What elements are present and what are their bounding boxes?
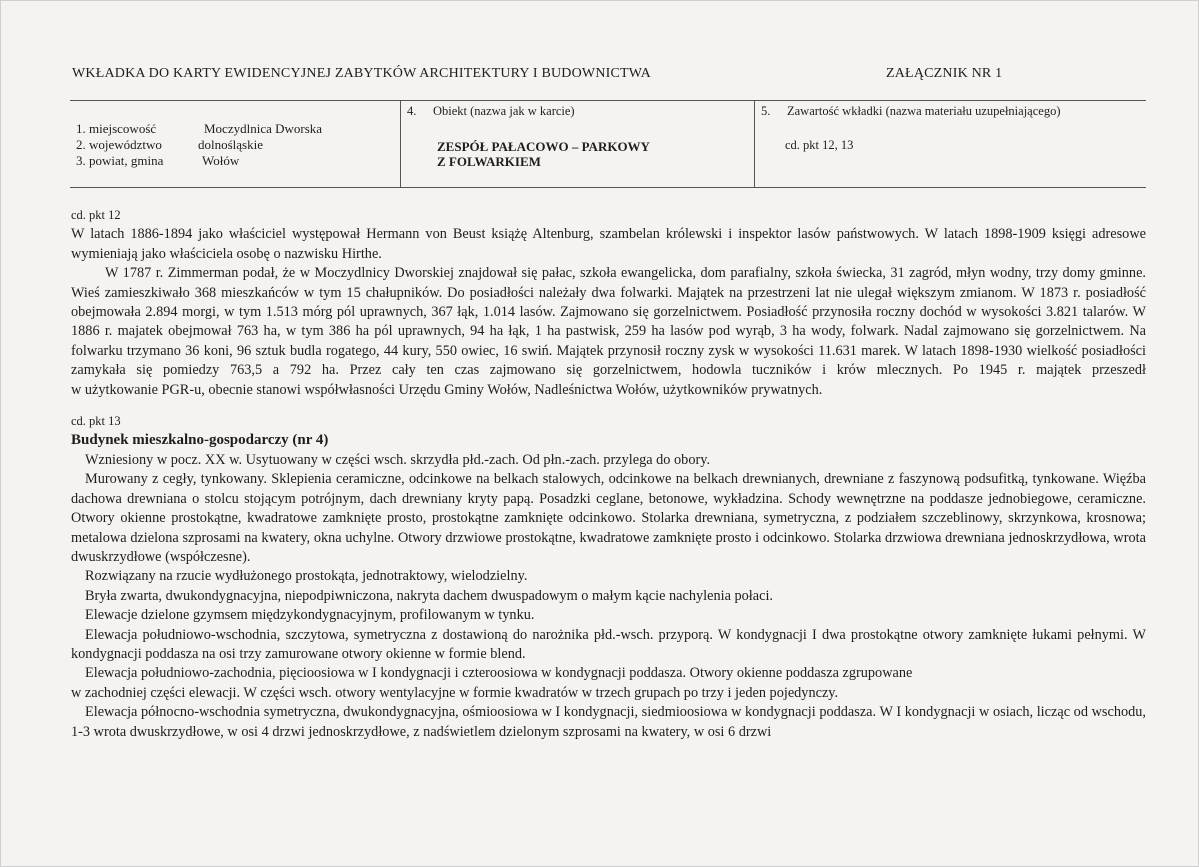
- contents-cell: [754, 101, 1147, 187]
- section12-ref: cd. pkt 12: [71, 208, 121, 222]
- contents-header: [761, 104, 1060, 119]
- contents-number: 5.: [761, 104, 771, 118]
- county-value: Wołów: [202, 153, 240, 168]
- county-label: 3. powiat, gmina: [76, 153, 164, 168]
- section12-paragraph: W 1787 r. Zimmerman podał, że w Moczydlnicy Dworskiej znajdował się pałac, szkoła ewangelicka, dom parafialny, szkoła świecka, 31 zagród, młyn wodny, trzy domy gminne. Wieś zamieszkiwało 368 mieszkańców w tym 15 chałupników. Do posiadłości należały dwa folwarki. Majątek na przestrzeni lat nie ulegał większym zmianom. W 1873 r. posiadłość obejmowała 2.894 morgi, w tym 1.513 mórg pól uprawnych, 367 łąk, 1.014 lasów. Zajmowano się gorzelnictwem. Posiadłość przynosiła roczny dochód w wysokości 3.821 talarów. W 1886 r. majatek obejmował 763 ha, w tym 386 ha pól uprawnych, 94 ha łąk, 1 ha pastwisk, 259 ha lasów pod wyrąb, 3 ha wody, folwark. Nadal zajmowano się gorzelnictwem. Na folwarku trzymano 36 koni, 96 sztuk budla rogatego, 44 kury, 550 owiec, 16 swiń. Majątek przynosił roczny zysk w wysokości 11.631 marek. W latach 1898-1930 wielkość posiadłości zamykała się pomiedzy 763,5 a 792 ha. Przez cały ten czas zajmowano się gorzelnictwem, hodowla tuczników i krów mlecznych. Po 1945 r. majątek przeszedł: [71, 265, 1146, 379]
- voivodeship-value: dolnośląskie: [198, 137, 263, 152]
- record-card-table: [70, 100, 1146, 188]
- voivodeship-label: 2. województwo: [76, 137, 162, 152]
- section13-paragraph: Elewacja południowo-zachodnia, pięcioosiowa w I kondygnacji i czteroosiowa w kondygnacji poddasza. Otwory okienne poddasza zgrupowane: [85, 665, 913, 682]
- object-label: Obiekt (nazwa jak w karcie): [433, 104, 575, 118]
- section12-paragraph: w użytkowanie PGR-u, obecnie stanowi współwłasności Urzędu Gminy Wołów, Nadleśnictwa Wołów, użytkowników prywatnych.: [71, 381, 823, 398]
- annex-label: ZAŁĄCZNIK NR 1: [886, 66, 1003, 81]
- document-title: WKŁADKA DO KARTY EWIDENCYJNEJ ZABYTKÓW ARCHITEKTURY I BUDOWNICTWA: [72, 66, 651, 81]
- location-row-locality: [76, 121, 322, 137]
- section13-ref: cd. pkt 13: [71, 414, 121, 429]
- location-row-county: [76, 153, 239, 169]
- object-number: 4.: [407, 104, 417, 118]
- section-spacer: [71, 400, 1146, 412]
- section13-paragraph: Elewacja północno-wschodnia symetryczna, dwukondygnacyjna, ośmioosiowa w I kondygnacji, siedmioosiowa w kondygnacji poddasza. W I kondygnacji w osiach, licząc od wschodu, 1-3 wrota dwuskrzydłowe, w osi 4 drzwi jednoskrzydłowe, z nadświetlem dzielonym szprosami na kwatery, w osi 6 drzwi: [71, 704, 1146, 740]
- section13-heading: Budynek mieszkalno-gospodarczy (nr 4): [71, 432, 329, 449]
- section13-paragraph: Bryła zwarta, dwukondygnacyjna, niepodpiwniczona, nakryta dachem dwuspadowym o małym kącie nachylenia połaci.: [85, 587, 774, 604]
- locality-value: Moczydlnica Dworska: [204, 121, 323, 136]
- locality-label: 1. miejscowość: [76, 121, 157, 136]
- section13-paragraph: w zachodniej części elewacji. W części wsch. otwory wentylacyjne w formie kwadratów w trzech grupach po trzy i jeden pojedynczy.: [71, 684, 839, 701]
- contents-value: cd. pkt 12, 13: [785, 138, 854, 152]
- object-cell: [400, 101, 755, 187]
- location-row-voivodeship: [76, 137, 263, 153]
- section13-paragraph: Elewacje dzielone gzymsem międzykondygnacyjnym, profilowanym w tynku.: [85, 607, 535, 624]
- section13-paragraph: Wzniesiony w pocz. XX w. Usytuowany w części wsch. skrzydła płd.-zach. Od płn.-zach. przylega do obory.: [85, 451, 711, 468]
- section13-paragraph: Murowany z cegły, tynkowany. Sklepienia ceramiczne, odcinkowe na belkach stalowych, odcinkowe na belkach drewnianych, drewniane z faszynową podsufitką, tynkowane. Więźba dachowa drewniana o stolcu stojącym potrójnym, dach drewniany kryty papą. Posadzki ceglane, betonowe, wykładzina. Schody wewnętrzne na poddasze jednobiegowe, ceramiczne. Otwory okienne prostokątne, kwadratowe zamknięte prosto, prostokątne zamknięte odcinkowo. Stolarka drewniana, symetryczna, z podziałem szczeblinowy, skrzynkowa, krosnowa; metalowa dzielona szprosami na kwatery, okna uchylne. Otwory drzwiowe prostokątne, kwadratowe zamknięte prosto i odcinkowo. Stolarka drzwiowa drewniana jednoskrzydłowa, wrota dwuskrzydłowe (współczesne).: [71, 471, 1146, 565]
- contents-label: Zawartość wkładki (nazwa materiału uzupełniającego): [787, 104, 1061, 118]
- object-name: [437, 139, 650, 169]
- object-name-line2: Z FOLWARKIEM: [437, 154, 541, 169]
- section13-paragraph: Rozwiązany na rzucie wydłużonego prostokąta, jednotraktowy, wielodzielny.: [85, 568, 528, 585]
- object-header: [407, 104, 575, 119]
- section12-paragraph: W latach 1886-1894 jako właściciel występował Hermann von Beust książę Altenburg, szambelan królewski i inspektor lasów państwowych. W latach 1898-1909 księgi adresowe wymieniają jako właściciela osobę o nazwisku Hirthe.: [71, 226, 1146, 262]
- document-body: [71, 206, 1146, 742]
- location-cell: [70, 101, 400, 187]
- object-name-line1: ZESPÓŁ PAŁACOWO – PARKOWY: [437, 139, 650, 154]
- section13-paragraph: Elewacja południowo-wschodnia, szczytowa, symetryczna z dostawioną do narożnika płd.-wsch. przyporą. W kondygnacji I dwa prostokątne otwory zamknięte łukami pełnymi. W kondygnacji poddasza na osi trzy zamurowane otwory okienne w formie blend.: [71, 626, 1146, 662]
